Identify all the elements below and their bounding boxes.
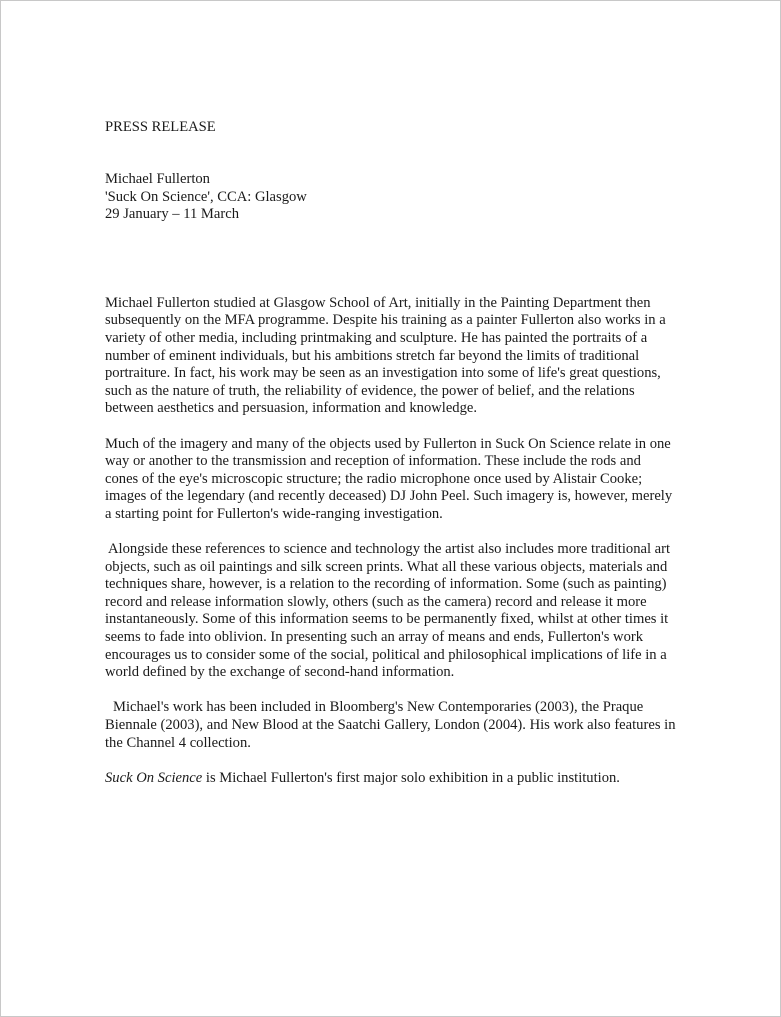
- artist-name: Michael Fullerton: [105, 171, 210, 187]
- closing-show-title: Suck On Science: [105, 769, 203, 786]
- document-content: [105, 119, 677, 805]
- paragraph-biography: Michael Fullerton studied at Glasgow School of Art, initially in the Painting Department then subsequently on the MFA programme. Despite his training as a painter Fullerton also works in a variety of other media, including printmaking and sculpture. He has painted the portraits of a number of eminent individuals, but his ambitions stretch far beyond the limits of traditional portraiture. In fact, his work may be seen as an investigation into some of life's great questions, such as the nature of truth, the reliability of evidence, the power of belief, and the relations between aesthetics and persuasion, information and knowledge.: [105, 294, 666, 417]
- paragraph-exhibitions: Michael's work has been included in Bloomberg's New Contemporaries (2003), the Praque Biennale (2003), and New Blood at the Saatchi Gallery, London (2004). His work also features in the Channel 4 collection.: [105, 699, 676, 751]
- exhibition-title-venue: 'Suck On Science', CCA: Glasgow: [105, 188, 307, 205]
- body-text: [105, 295, 677, 788]
- exhibition-dates: 29 January – 11 March: [105, 206, 240, 223]
- paragraph-art-objects: Alongside these references to science and technology the artist also includes more traditional art objects, such as oil paintings and silk screen prints. What all these various objects, materials and techniques share, however, is a relation to the recording of information. Some (such as painting) record and release information slowly, others (such as the camera) record and release it more instantaneously. Some of this information seems to be permanently fixed, whilst at other times it seems to fade into oblivion. In presenting such an array of means and ends, Fullerton's work encourages us to consider some of the social, political and philosophical implications of life in a world defined by the exchange of second-hand information.: [105, 541, 671, 681]
- closing-sentence: is Michael Fullerton's first major solo exhibition in a public institution.: [202, 769, 620, 786]
- paragraph-imagery: Much of the imagery and many of the objects used by Fullerton in Suck On Science relate in one way or another to the transmission and reception of information. These include the rods and cones of the eye's microscopic structure; the radio microphone once used by Alistair Cooke; images of the legendary (and recently deceased) DJ John Peel. Such imagery is, however, merely a starting point for Fullerton's wide-ranging investigation.: [105, 435, 673, 522]
- paragraph-closing: [105, 770, 677, 788]
- exhibition-header: [105, 171, 677, 224]
- press-release-heading: PRESS RELEASE: [105, 119, 216, 135]
